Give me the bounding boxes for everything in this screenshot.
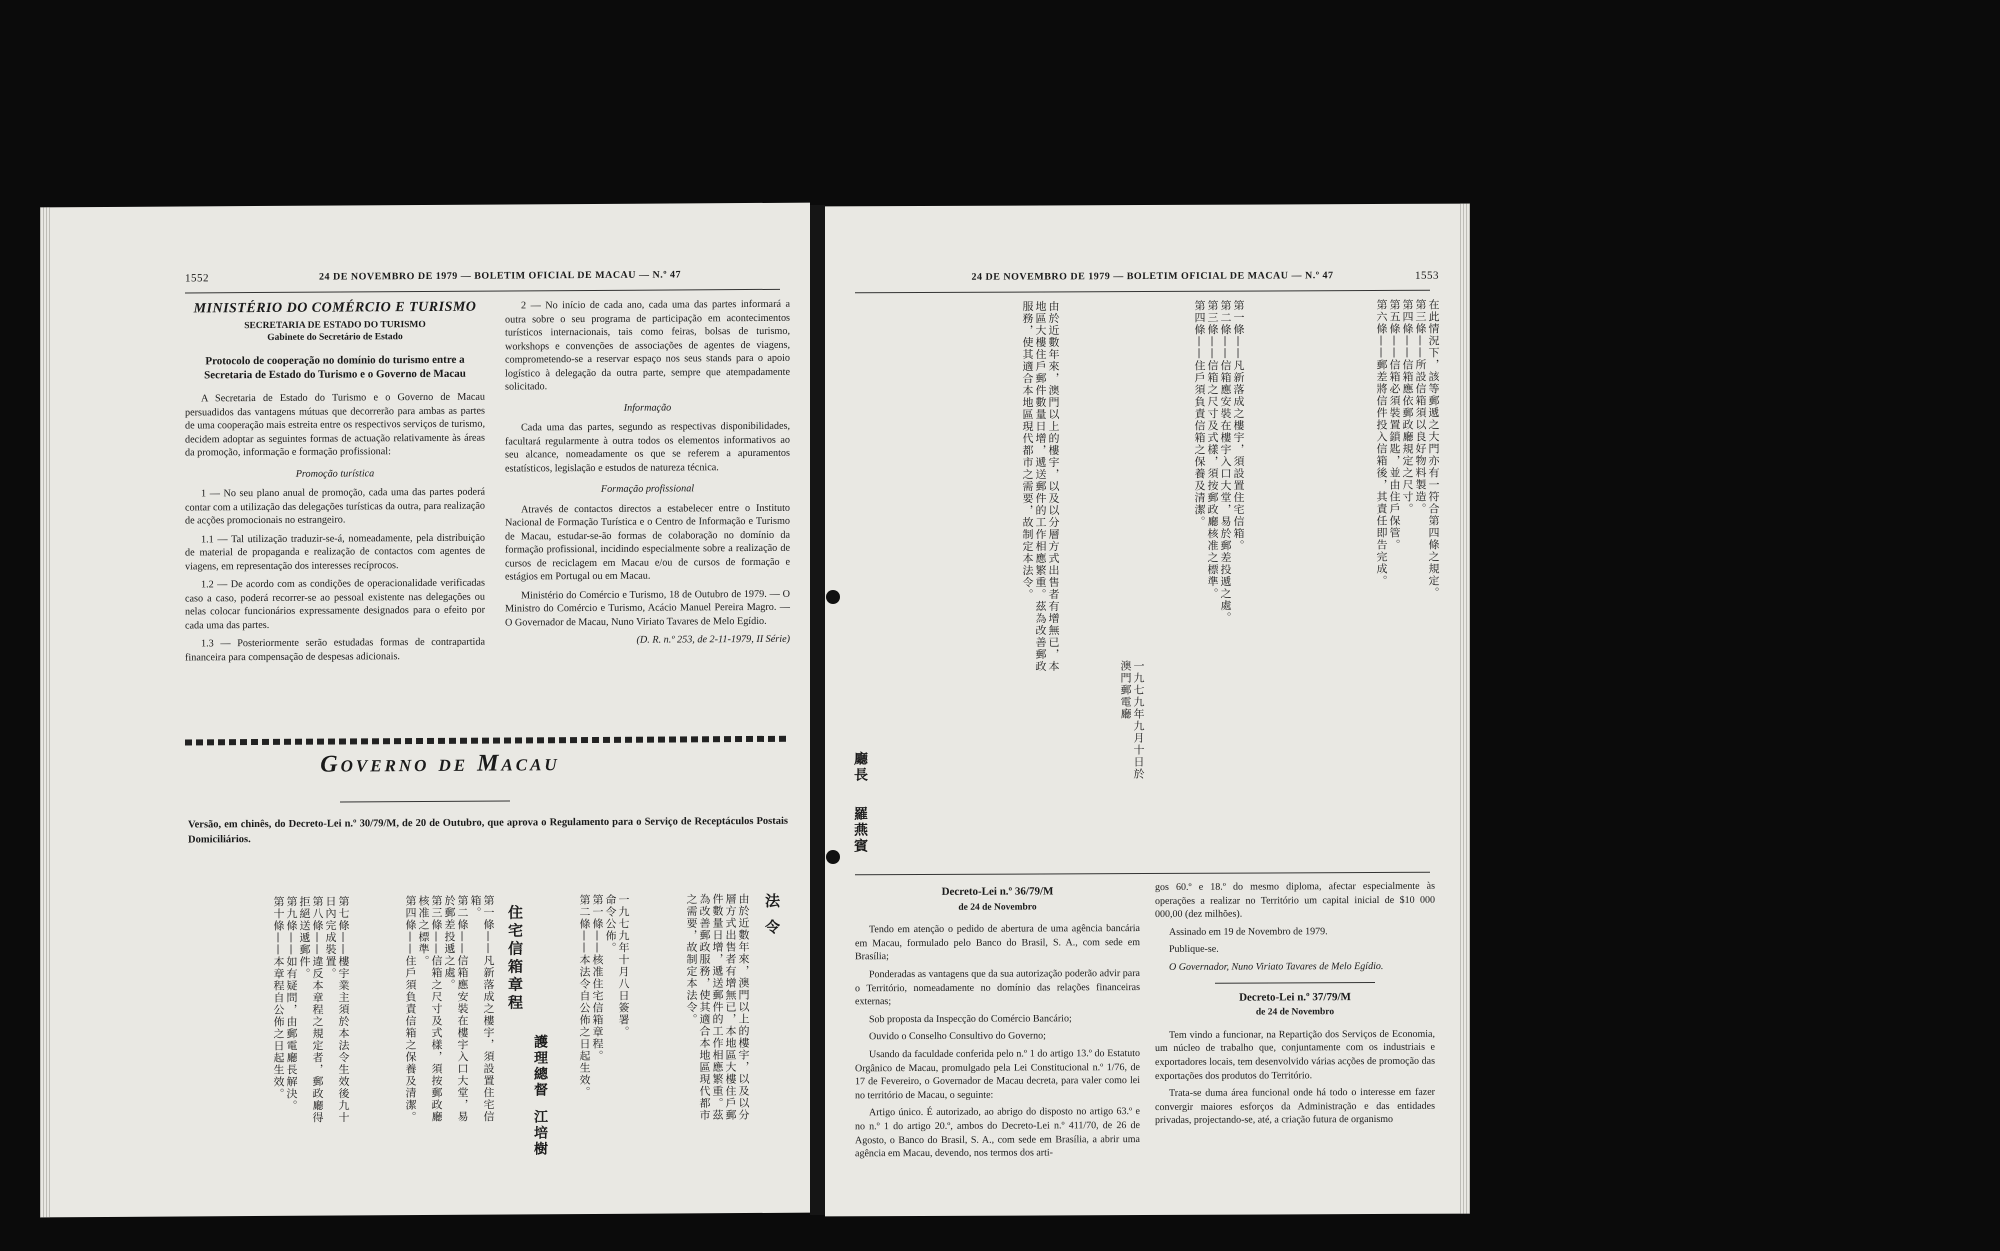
decree-36-p2: Ponderadas as vantagens que da sua autorização poderão advir para o Território, nomeadamente no domínio das relações financeiras externas; [855, 968, 1140, 1008]
page-number: 1552 [185, 272, 209, 285]
promo-heading: Promoção turística [295, 467, 375, 480]
binding-hole [826, 850, 840, 864]
decree-37-date: de 24 de Novembro [1255, 1007, 1335, 1018]
running-header [825, 270, 1470, 291]
zh-signer-title: 廳長 [852, 751, 868, 784]
paragraph-info: Cada uma das partes, segundo as respectivas disponibilidades, facultará regularmente à outra todos os elementos informativos ao seu alcance, nomeadamente os que se referem a apuramentos estatísticos, legislação e estudos de natureza técnica. [505, 420, 790, 475]
paragraph-1-1: 1.1 — Tal utilização traduzir-se-á, nomeadamente, pela distribuição de material de propaganda e realização de contactos com agentes de viagens, em representação dos interesses recíprocos. [185, 532, 485, 572]
zh-text-column-a: 在此情況下，該等郵遞之大門亦有一符合第四條之規定。 第三條——所設信箱須以良好物料製造。 第四條——信箱應依郵政廳規定之尺寸。 第五條——信箱必須裝置鎖匙，並由住戶保管。 第六條——郵差將信件投入信箱後，其責任即告完成。 [1375, 298, 1440, 599]
secretariat-title: SECRETARIA DE ESTADO DO TURISMO [244, 319, 426, 332]
decree-37-p2: Trata-se duma área funcional onde há todo o interesse em fazer convergir maiores esforços da Administração e das entidades privadas, projectando-se, até, a criação futura de organismo [1155, 1086, 1435, 1127]
left-page [40, 203, 810, 1218]
paragraph-formacao: Através de contactos directos a estabelecer entre o Instituto Nacional de Formação Turística e o Centro de Informação e Turismo de Macau, estudar-se-ão formas de colaboração no domínio da formação profissional, incidindo especialmente sobre a realização de cursos de reciclagem em Macau e/ou de cursos de formação e estágios em Portugal ou em Macau. [505, 502, 790, 583]
page-edge-stack [40, 207, 50, 1217]
section-divider [185, 736, 790, 746]
page-number: 1553 [1415, 269, 1439, 282]
binding-hole [826, 590, 840, 604]
info-heading: Informação [623, 401, 672, 414]
decree-36-date: de 24 de Novembro [958, 902, 1037, 913]
decree-36-publish: Publique-se. [1169, 944, 1219, 956]
protocol-column-1 [185, 300, 485, 670]
scanned-gazette-spread [40, 205, 1470, 1215]
protocol-title: Protocolo de cooperação no domínio do turismo entre a Secretaria de Estado do Turismo e o Governo de Macau [204, 353, 466, 382]
zh-date-line: 一九七九年九月十日於澳門郵電廳 [1119, 660, 1145, 781]
zh-director-name: 江培樹 [532, 1109, 548, 1158]
paragraph-1-2: 1.2 — De acordo com as condições de operacionalidade verificadas caso a caso, poderá recorrer-se ao pessoal existente nas delegações ou nelas colocar funcionários expressamente designados para o efeito por cada uma das partes. [185, 577, 485, 631]
decree-36-title: Decreto-Lei n.º 36/79/M [941, 885, 1054, 898]
page-edge-stack [1460, 204, 1470, 1214]
running-head-text: 24 DE NOVEMBRO DE 1979 — BOLETIM OFICIAL DE MACAU — N.º 47 [318, 269, 682, 283]
publication-ref: (D. R. n.º 253, de 2-11-1979, II Série) [636, 633, 790, 646]
zh-signer-name: 羅燕賓 [852, 806, 868, 855]
zh-text-column-c: 由於近數年來，澳門以上的樓宇，以及以分層方式出售者有增無已，本地區大樓住戶郵件數量日增，遞送郵件的工作相應繁重。茲為改善郵政服務，使其適合本地區現代都市之需要，故制定本法令。 [1021, 300, 1060, 673]
decree-36-p6: Artigo único. É autorizado, ao abrigo do disposto no artigo 63.º e no n.º 1 do artigo 20.º, ambos do Decreto-Lei n.º 411/70, de 26 de Agosto, o Banco do Brasil, S. A., com sede em Brasília, a abrir uma agência em Macau, devendo, nos termos dos arti- [855, 1106, 1140, 1160]
decree-36-p3: Sob proposta da Inspecção do Comércio Bancário; [869, 1013, 1072, 1025]
protocol-signature: Ministério do Comércio e Turismo, 18 de Outubro de 1979. — O Ministro do Comércio e Turismo, Acácio Manuel Pereira Magro. — O Governador de Macau, Nuno Viriato Tavares de Melo Egídio. [505, 588, 790, 629]
running-head-text: 24 DE NOVEMBRO DE 1979 — BOLETIM OFICIAL DE MACAU — N.º 47 [971, 270, 1334, 283]
section-rule [855, 872, 1430, 876]
header-rule [855, 290, 1430, 294]
paragraph-1: 1 — No seu plano anual de promoção, cada uma das partes poderá contar com a utilização das delegações turísticas da outra, para realização de acções promocionais no estrangeiro. [185, 486, 485, 527]
decree-36-column [855, 881, 1140, 1165]
decree-36-continuation: gos 60.º e 18.º do mesmo diploma, afectar especialmente às operações a realizar no Território um capital inicial de $10 000 000,00 (dez milhões). [1155, 880, 1435, 921]
paragraph-1-3: 1.3 — Posteriormente serão estudadas formas de contrapartida financeira para compensação de despesas adicionais. [185, 636, 485, 663]
zh-law-preamble: 由於近數年來，澳門以上的樓宇，以及以分層方式出售者有增無已，本地區大樓住戶郵件數量日增，遞送郵件的工作相應繁重。茲為改善郵政服務，使其適合本地區現代都市之需要，故制定本法令。 [685, 893, 750, 1122]
decree-separator [1215, 982, 1375, 984]
zh-regulation-text-cont: 第七條——樓宇業主須於本法令生效後九十日內完成裝置。 第八條——違反本章程之規定者，郵政廳得拒絕送遞郵件。 第九條——如有疑問，由郵電廳長解決。 第十條——本章程自公佈之日起生效。 [272, 895, 350, 1124]
decree-36-governor: O Governador, Nuno Viriato Tavares de Melo Egídio. [1169, 960, 1384, 973]
running-header [40, 269, 810, 292]
decree-37-p1: Tem vindo a funcionar, na Repartição dos Serviços de Economia, um núcleo de trabalho que, conjuntamente com os industriais e exportadores locais, tem desenvolvido várias acções de promoção das exportações dos produtos do Território. [1155, 1028, 1435, 1082]
heading-underline [340, 800, 510, 802]
decree-36-p4: Ouvido o Conselho Consultivo do Governo; [869, 1030, 1046, 1043]
versao-caption: Versão, em chinês, do Decreto-Lei n.º 30/79/M, de 20 de Outubro, que aprova o Regulamento para o Serviço de Receptáculos Postais Domiciliários. [188, 815, 788, 846]
formacao-heading: Formação profissional [600, 483, 695, 495]
decree-37-title: Decreto-Lei n.º 37/79/M [1239, 990, 1351, 1004]
decree-36-signed: Assinado em 19 de Novembro de 1979. [1169, 925, 1328, 938]
protocol-intro: A Secretaria de Estado do Turismo e o Governo de Macau persuadidos das vantagens mútuas que decorrerão para ambas as partes de uma cooperação mais estreita entre os respectivos serviços de turismo, decidem adoptar as seguintes formas de actuação relativamente às áreas da promoção, informação e formação profissional: [185, 391, 485, 459]
zh-director-title: 護理總督 [532, 1034, 548, 1099]
decree-36-37-column [1155, 880, 1435, 1132]
decree-36-p5: Usando da faculdade conferida pelo n.º 1 do artigo 13.º do Estatuto Orgânico de Macau, promulgado pela Lei Constitucional n.º 1/76, de 17 de Fevereiro, o Governador de Macau decreta, para valer como lei no território de Macau, o seguinte: [855, 1047, 1140, 1101]
book-spine [810, 205, 825, 1215]
ministry-title: MINISTÉRIO DO COMÉRCIO E TURISMO [193, 299, 477, 317]
zh-decree-articles: 一九七九年十月八日簽署。 命令公佈。 第一條——核准住宅信箱章程。 第二條——本法令自公佈之日起生效。 [578, 893, 630, 1099]
paragraph-2: 2 — No início de cada ano, cada uma das partes informará a outra sobre o seu programa de participação em acontecimentos turísticos internacionais, tais como feiras, bolsas de turismo, workshops e convenções de associações de agentes de viagens, comprometendo-se a reservar espaço nos seus stands para o apoio logístico à delegação da outra parte, sempre que atempadamente solicitado. [505, 298, 790, 393]
zh-regulation-text: 第一條——凡新落成之樓宇，須設置住宅信箱。 第二條——信箱應安裝在樓宇入口大堂，易於郵差投遞之處。 第三條——信箱之尺寸及式樣，須按郵政廳核准之標準。 第四條——住戶須負責信箱之保養及清潔。 [404, 894, 495, 1124]
right-page [825, 204, 1470, 1217]
zh-text-column-b: 第一條——凡新落成之樓宇，須設置住宅信箱。 第二條——信箱應安裝在樓宇入口大堂，易於郵差投遞之處。 第三條——信箱之尺寸及式樣，須按郵政廳核准之標準。 第四條——住戶須負責信箱之保養及清潔。 [1193, 299, 1245, 624]
protocol-column-2 [505, 298, 790, 653]
cabinet-title: Gabinete do Secretário de Estado [267, 332, 403, 343]
government-heading: Governo de Macau [320, 750, 560, 778]
decree-36-p1: Tendo em atenção o pedido de abertura de uma agência bancária em Macau, formulado pelo Banco do Brasil, S. A., com sede em Brasília; [855, 923, 1140, 963]
zh-law-heading: 法 令 [763, 892, 781, 938]
zh-regulation-title: 住宅信箱章程 [506, 904, 524, 1013]
